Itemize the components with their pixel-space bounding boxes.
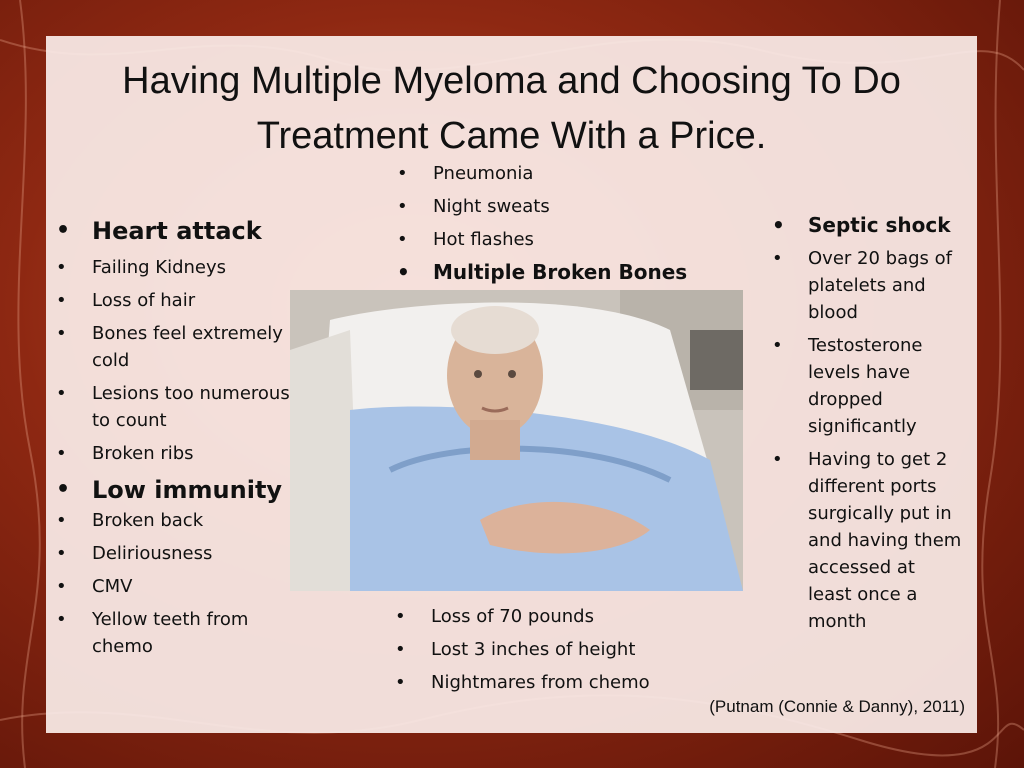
list-item: • Heart attack (46, 214, 292, 248)
list-item: • Over 20 bags of platelets and blood (762, 245, 962, 326)
list-item: • Low immunity (46, 473, 292, 507)
list-item: • Loss of 70 pounds (385, 603, 715, 630)
list-item: • Nightmares from chemo (385, 669, 715, 696)
list-item: • Testosterone levels have dropped significantly (762, 332, 962, 440)
list-item: • Septic shock (762, 212, 962, 239)
list-item: • Pneumonia (387, 160, 727, 187)
list-item: • Broken ribs (46, 440, 292, 467)
list-item: • Deliriousness (46, 540, 292, 567)
list-item: • Lesions too numerous to count (46, 380, 292, 434)
list-item: • Having to get 2 different ports surgically put in and having them accessed at least once a month (762, 446, 962, 635)
list-item: • Hot flashes (387, 226, 727, 253)
list-item: • CMV (46, 573, 292, 600)
citation: (Putnam (Connie & Danny), 2011) (709, 697, 965, 716)
list-item: • Loss of hair (46, 287, 292, 314)
slide-panel (46, 36, 977, 733)
list-item: • Failing Kidneys (46, 254, 292, 281)
list-item: • Broken back (46, 507, 292, 534)
list-item: • Bones feel extremely cold (46, 320, 292, 374)
bottom-center-symptom-list (385, 603, 715, 696)
top-center-symptom-list (387, 160, 727, 286)
slide-title: Having Multiple Myeloma and Choosing To Do Treatment Came With a Price. (122, 60, 901, 157)
patient-photo (290, 290, 743, 591)
list-item: • Multiple Broken Bones (387, 259, 727, 286)
right-symptom-list (762, 212, 962, 635)
left-symptom-list (46, 214, 292, 660)
list-item: • Lost 3 inches of height (385, 636, 715, 663)
list-item: • Yellow teeth from chemo (46, 606, 292, 660)
list-item: • Night sweats (387, 193, 727, 220)
